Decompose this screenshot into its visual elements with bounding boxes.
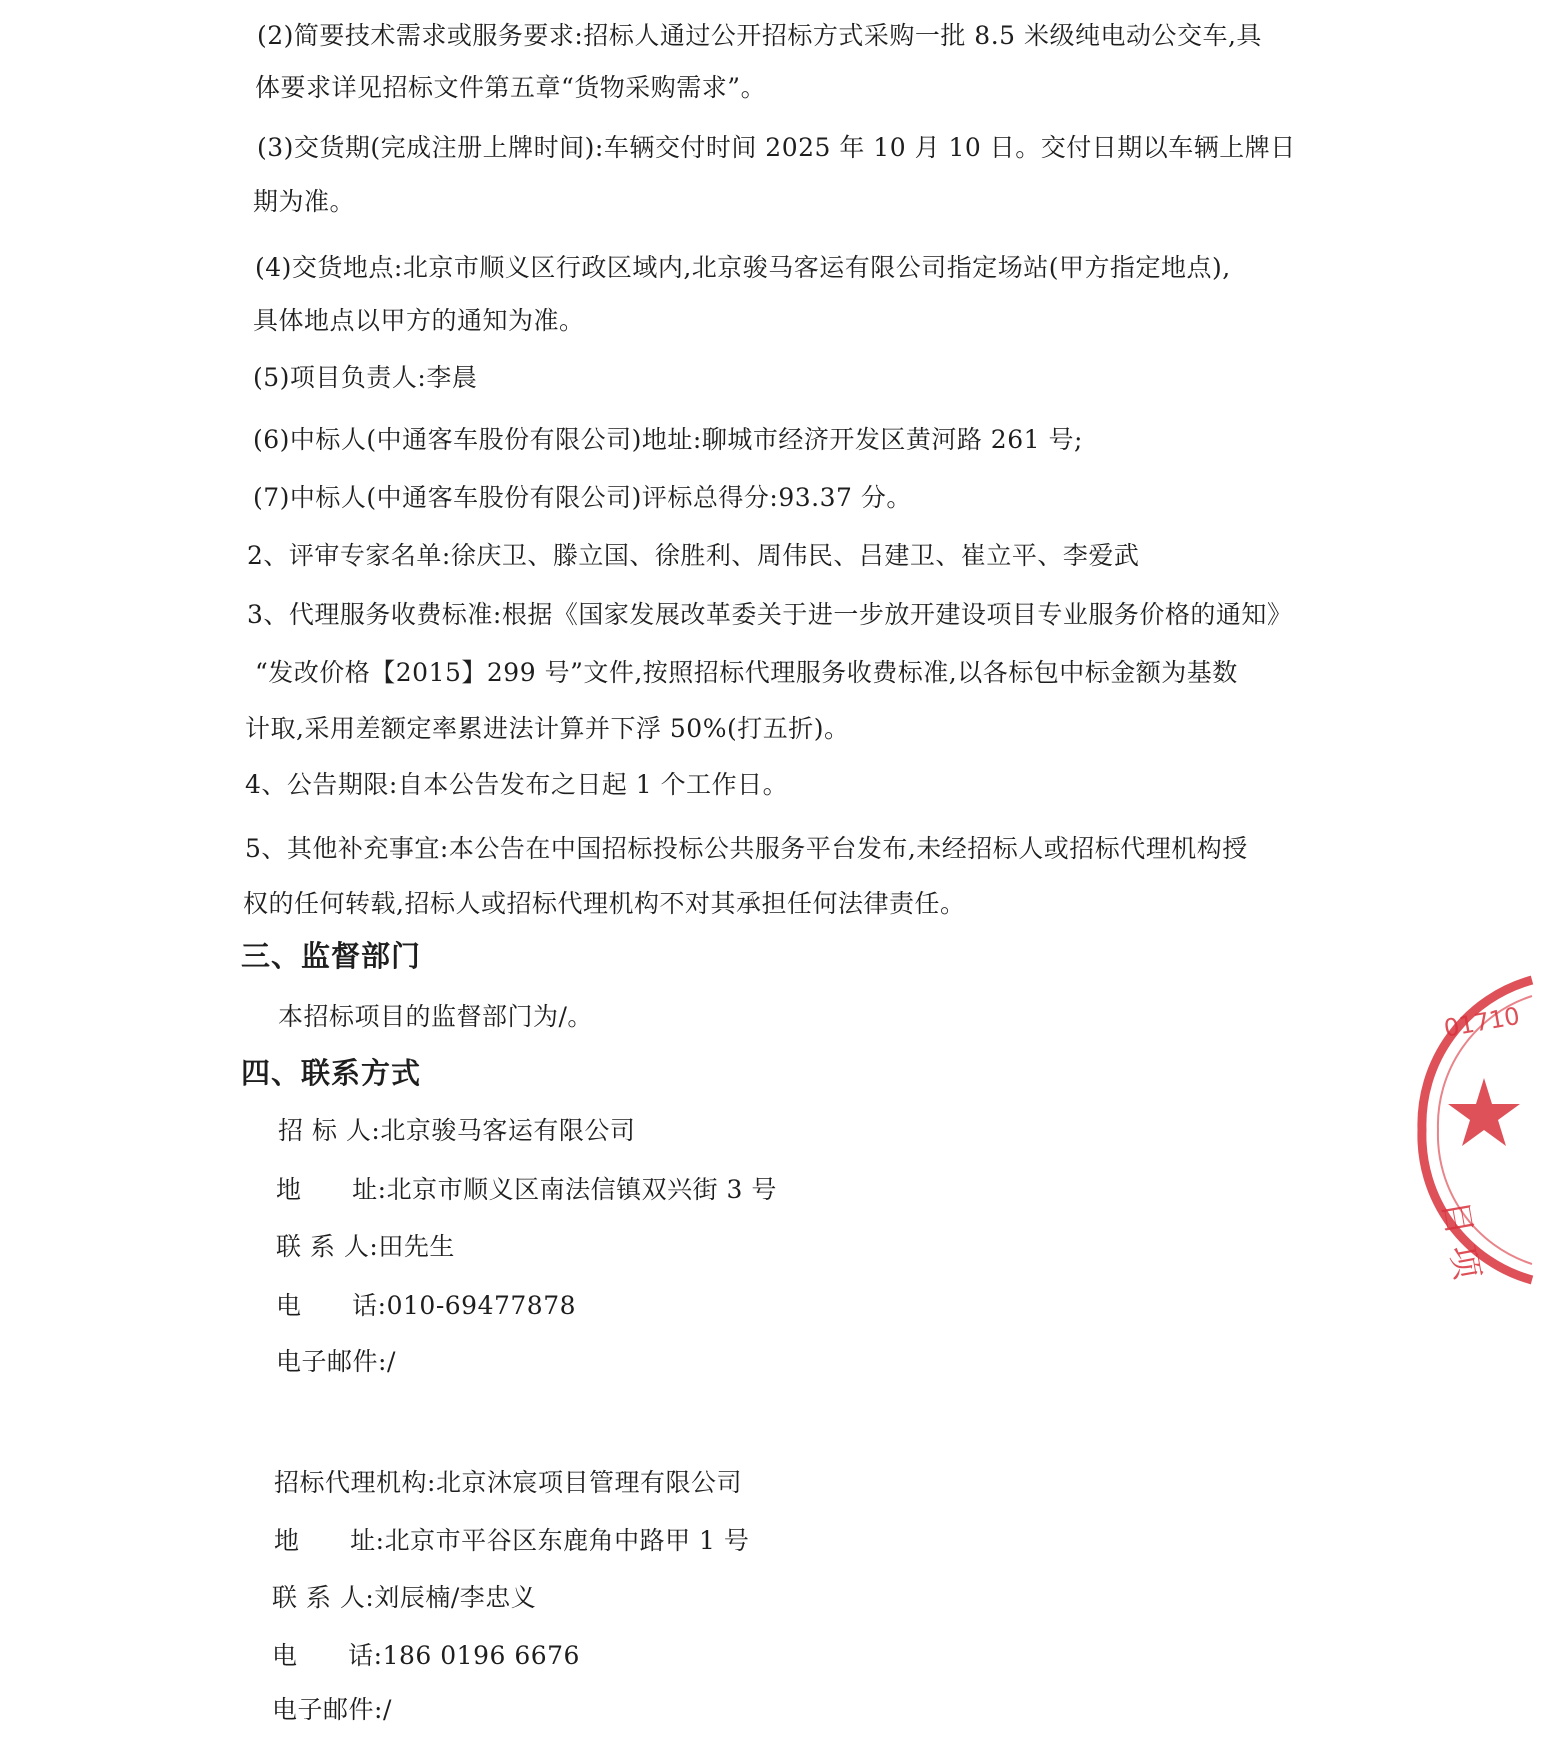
tech-requirement-line-2: 体要求详见招标文件第五章“货物采购需求”。 [255, 73, 767, 102]
agency-phone-row [272, 1640, 580, 1672]
agency-person-row [272, 1582, 536, 1614]
agency-name-label: 招标代理机构: [274, 1468, 436, 1497]
tenderer-email-row [276, 1346, 396, 1378]
seal-characters: 目 项 [1433, 1197, 1487, 1283]
supervision-text: 本招标项目的监督部门为/。 [278, 1002, 593, 1031]
tenderer-address-value: 北京市顺义区南法信镇双兴街 3 号 [386, 1175, 777, 1204]
delivery-period-line-1: (3)交货期(完成注册上牌时间):车辆交付时间 2025 年 10 月 10 日。交付日期以车辆上牌日 [257, 133, 1296, 162]
tenderer-person-row [276, 1231, 455, 1263]
seal-number-text: 01710 [1441, 1001, 1522, 1043]
tenderer-address-row [276, 1174, 777, 1206]
other-matters-line-2: 权的任何转载,招标人或招标代理机构不对其承担任何法律责任。 [243, 889, 966, 918]
agency-person-label: 联 系 人: [272, 1583, 375, 1612]
tenderer-name-row [278, 1115, 635, 1147]
winner-score: (7)中标人(中通客车股份有限公司)评标总得分:93.37 分。 [253, 483, 912, 512]
seal-star-icon [1448, 1078, 1520, 1146]
agency-email-row [272, 1694, 392, 1726]
tenderer-phone-label: 电 话: [276, 1291, 387, 1320]
delivery-place-line-1: (4)交货地点:北京市顺义区行政区域内,北京骏马客运有限公司指定场站(甲方指定地点), [255, 253, 1231, 282]
expert-list: 2、评审专家名单:徐庆卫、滕立国、徐胜利、周伟民、吕建卫、崔立平、李爱武 [247, 541, 1140, 570]
agency-email-label: 电子邮件: [272, 1695, 383, 1724]
other-matters-line-1: 5、其他补充事宜:本公告在中国招标投标公共服务平台发布,未经招标人或招标代理机构授 [245, 834, 1248, 863]
tenderer-phone-row [276, 1290, 576, 1322]
fee-standard-line-3: 计取,采用差额定率累进法计算并下浮 50%(打五折)。 [245, 714, 850, 743]
winner-address: (6)中标人(中通客车股份有限公司)地址:聊城市经济开发区黄河路 261 号; [253, 425, 1083, 454]
notice-period: 4、公告期限:自本公告发布之日起 1 个工作日。 [245, 770, 789, 799]
tenderer-person-label: 联 系 人: [276, 1232, 379, 1261]
supervision-heading: 三、监督部门 [241, 939, 422, 973]
tech-requirement-line-1: (2)简要技术需求或服务要求:招标人通过公开招标方式采购一批 8.5 米级纯电动公交车,具 [257, 21, 1262, 50]
tenderer-person-value: 田先生 [378, 1232, 455, 1261]
agency-person-value: 刘辰楠/李忠义 [374, 1583, 537, 1612]
agency-name-value: 北京沐宸项目管理有限公司 [435, 1468, 742, 1497]
tenderer-email-label: 电子邮件: [276, 1347, 387, 1376]
agency-name-row [274, 1467, 742, 1499]
agency-address-row [274, 1525, 749, 1557]
contact-heading: 四、联系方式 [241, 1056, 422, 1090]
agency-phone-value: 186 0196 6676 [382, 1641, 580, 1670]
tenderer-phone-value: 010-69477878 [386, 1291, 577, 1320]
project-manager: (5)项目负责人:李晨 [253, 363, 478, 392]
agency-address-label: 地 址: [274, 1526, 385, 1555]
tenderer-address-label: 地 址: [276, 1175, 387, 1204]
agency-phone-label: 电 话: [272, 1641, 383, 1670]
tenderer-email-value: / [386, 1347, 396, 1376]
tenderer-name-label: 招 标 人: [278, 1116, 381, 1145]
agency-address-value: 北京市平谷区东鹿角中路甲 1 号 [384, 1526, 750, 1555]
agency-email-value: / [382, 1695, 392, 1724]
delivery-period-line-2: 期为准。 [253, 187, 356, 216]
fee-standard-line-2: “发改价格【2015】299 号”文件,按照招标代理服务收费标准,以各标包中标金额为基数 [255, 658, 1238, 687]
fee-standard-line-1: 3、代理服务收费标准:根据《国家发展改革委关于进一步放开建设项目专业服务价格的通知》 [247, 600, 1293, 629]
delivery-place-line-2: 具体地点以甲方的通知为准。 [253, 306, 585, 335]
company-seal-stamp [1412, 970, 1542, 1290]
tenderer-name-value: 北京骏马客运有限公司 [380, 1116, 636, 1145]
